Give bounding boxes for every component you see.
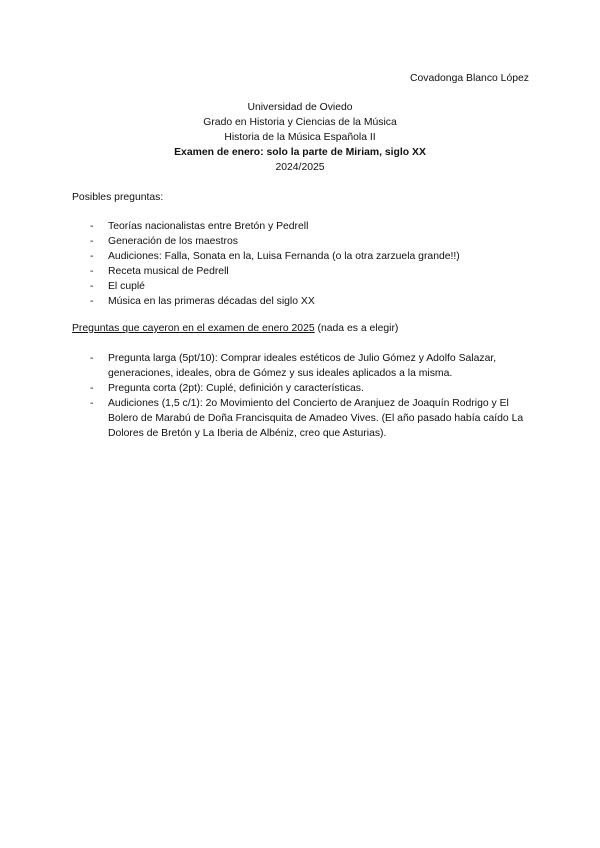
bullet-dash: - (90, 281, 94, 292)
fallen-title-rest: (nada es a elegir) (314, 323, 399, 334)
degree-name: Grado en Historia y Ciencias de la Música (203, 117, 397, 128)
list-item: - El cuplé (90, 281, 145, 292)
list-item: - Pregunta corta (2pt): Cuplé, definición y características. (90, 383, 364, 394)
possible-questions-title: Posibles preguntas: (72, 192, 164, 203)
list-item: - Audiciones (1,5 c/1): 2o Movimiento del Concierto de Aranjuez de Joaquín Rodrigo y El Bolero de Marabú de Doña Francisquita de Amadeo Vives. (El año pasado había caído La Dolores de Bretón y La Iberia de Albéniz, creo que Asturias). (90, 398, 524, 439)
bullet-dash: - (90, 221, 94, 232)
bullet-dash: - (90, 266, 94, 277)
exam-title: Examen de enero: solo la parte de Miriam, siglo XX (174, 147, 426, 158)
list-item: - Teorías nacionalistas entre Bretón y Pedrell (90, 221, 309, 232)
university-name: Universidad de Oviedo (247, 102, 353, 113)
fallen-title-underlined: Preguntas que cayeron en el examen de enero 2025 (72, 323, 315, 334)
list-item: - Audiciones: Falla, Sonata en la, Luisa Fernanda (o la otra zarzuela grande!!) (90, 251, 460, 262)
fallen-questions-list (72, 351, 532, 441)
academic-year: 2024/2025 (275, 162, 325, 173)
list-item: - Pregunta larga (5pt/10): Comprar ideales estéticos de Julio Gómez y Adolfo Salazar, generaciones, ideales, obra de Gómez y sus ideales aplicados a la misma. (90, 353, 497, 379)
fallen-questions-title (72, 321, 532, 336)
bullet-dash: - (90, 296, 94, 307)
list-item: - Receta musical de Pedrell (90, 266, 229, 277)
document-header (0, 100, 600, 175)
bullet-dash: - (90, 236, 94, 247)
bullet-dash: - (90, 353, 94, 364)
possible-questions-list (72, 219, 532, 309)
bullet-dash: - (90, 383, 94, 394)
list-item: - Música en las primeras décadas del siglo XX (90, 296, 315, 307)
list-item: - Generación de los maestros (90, 236, 238, 247)
author-name: Covadonga Blanco López (409, 73, 529, 84)
bullet-dash: - (90, 251, 94, 262)
subject-name: Historia de la Música Española II (224, 132, 376, 143)
bullet-dash: - (90, 398, 94, 409)
